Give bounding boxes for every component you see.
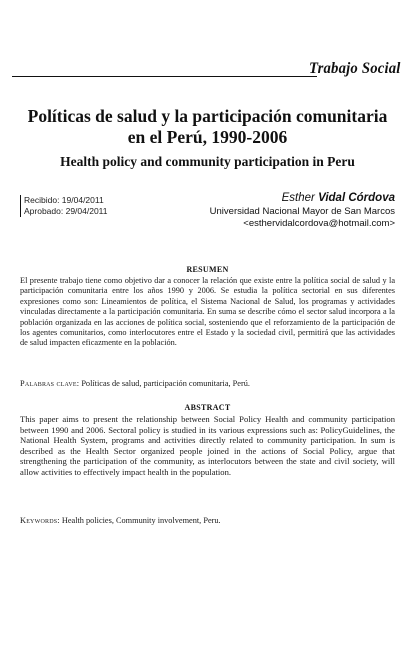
author-block (155, 191, 395, 230)
keywords-label: Keywords: (20, 516, 60, 525)
section-header (12, 60, 403, 82)
abstract-text: This paper aims to present the relationship between Social Policy Health and community participation between 1990 and 2006. Sectoral policy is studied in its various expressions such as: PolicyGuidelines, the National Health System, programs and activities directly related to community participation. In sum is described as the Health Sector organized people joined in the actions of Social Policy, argue that strengthening the participation of the community, as interlocutors between the state and civil society, will allow activities to effectively impact health in the population. (20, 414, 395, 477)
author-first-name: Esther (281, 192, 315, 204)
keywords-values: Health policies, Community involvement, Peru. (61, 516, 221, 525)
palabras-clave-label: Palabras clave: (20, 379, 80, 388)
palabras-clave (20, 379, 395, 389)
abstract-heading: ABSTRACT (184, 403, 231, 412)
keywords (20, 516, 395, 526)
author-name (155, 191, 395, 206)
header-rule (12, 76, 317, 77)
palabras-clave-values: Políticas de salud, participación comunitaria, Perú. (81, 379, 250, 388)
resumen-heading: RESUMEN (186, 265, 229, 274)
submission-dates (20, 195, 144, 217)
author-institution: Universidad Nacional Mayor de San Marcos (209, 206, 395, 217)
approved-date: Aprobado: 29/04/2011 (24, 206, 108, 216)
section-name: Trabajo Social (309, 60, 401, 77)
author-email: <esthervidalcordova@hotmail.com> (243, 218, 395, 229)
received-date: Recibido: 19/04/2011 (24, 195, 104, 205)
article-title-english: Health policy and community participation in Peru (60, 154, 355, 169)
resumen-text: El presente trabajo tiene como objetivo dar a conocer la relación que existe entre la política social de salud y la participación comunitaria entre los años 1990 y 2006. Se estudia la política sectorial en sus diferentes expresiones como son: Lineamientos de política, el Sistema Nacional de Salud, los programas y actividades vinculadas directamente a la participación comunitaria. En suma se describe cómo el sector salud incorpora a la población organizada en las acciones de política social, sosteniendo que el reforzamiento de la participación de los agentes comunitarios, como interlocutores entre el Estado y la sociedad civil, permitirá que las actividades de salud impacten eficazmente en la población. (20, 276, 395, 348)
article-title-spanish: Políticas de salud y la participación comunitaria en el Perú, 1990-2006 (27, 106, 388, 147)
author-surname: Vidal Córdova (318, 192, 395, 204)
